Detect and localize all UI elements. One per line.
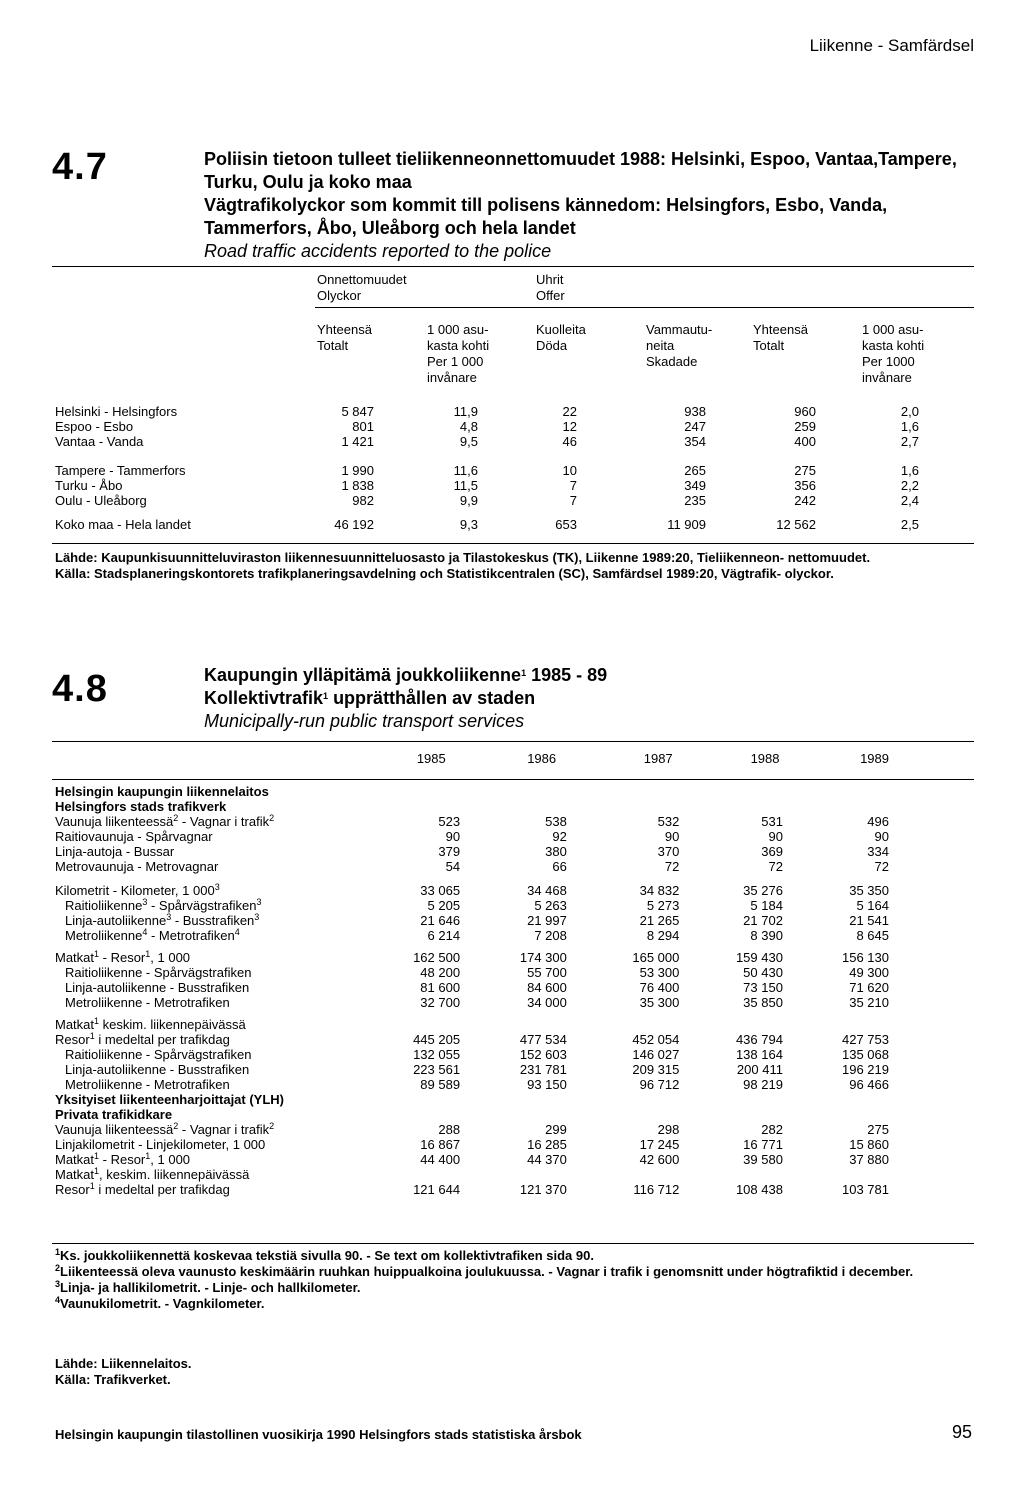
page-number: 95 <box>951 1422 972 1442</box>
year-1989: 1989 <box>860 751 889 766</box>
group-header-accidents: Onnettomuudet Olyckor <box>317 272 407 303</box>
row-label: Resor$^1$ i medeltal per trafikdag <box>55 1181 230 1197</box>
running-head: Liikenne - Samfärdsel <box>809 36 974 55</box>
cell: 1 838 <box>341 478 374 493</box>
cell: 1,6 <box>900 419 919 434</box>
row-label: Matkat$^1$, keskim. liikennepäivässä <box>55 1166 250 1182</box>
row-label: Kilometrit - Kilometer, 1 $000^3$ <box>55 882 220 898</box>
table-row: Kilometrit - Kilometer, 1 $000^3$ 33 065 34 468 34 832 35 276 35 350 <box>55 882 889 898</box>
row-label: Espoo - Esbo <box>55 419 134 434</box>
cell: 11 909 <box>667 517 706 532</box>
footnote: $^4$Vaunukilometrit. - Vagnkilometer. <box>55 1295 265 1311</box>
row-label: Helsinki - Helsingfors <box>55 404 178 419</box>
cell: 12 <box>562 419 577 434</box>
table-row: Raitioliikenne$^3$ - Spårvägstrafiken$^3$ 5 205 5 263 5 273 5 184 5 164 <box>55 898 889 913</box>
row-label: Turku - Åbo <box>55 478 123 493</box>
row-label: Matkat$^1$ - Resor$^1$, 1 000 <box>55 949 191 965</box>
table-row: Linjakilometrit - Linjekilometer, 1 000 16 867 16 285 17 245 16 771 15 860 <box>55 1137 889 1152</box>
row-label: Tampere - Tammerfors <box>55 463 186 478</box>
year-1986: 1986 <box>527 751 557 766</box>
table-row: Linja-autoliikenne - Busstrafiken 223 561 231 781 209 315 200 411 196 219 <box>55 1062 889 1077</box>
row-label: Raitiovaunuja - Spårvagnar <box>55 829 213 844</box>
table-4-8-title <box>204 664 984 733</box>
group-heading: Helsingin kaupungin liikennelaitos <box>55 784 269 799</box>
rule-top-4-8 <box>52 741 974 742</box>
table-row <box>55 478 919 493</box>
row-label: Metroliikenne - Metrotrafiken <box>65 995 230 1010</box>
year-header-row <box>55 751 889 766</box>
footnote: $^3$Linja- ja hallikilometrit. - Linje- och hallkilometer. <box>55 1279 361 1295</box>
row-label: Raitioliikenne - Spårvägstrafiken <box>65 965 252 980</box>
group-heading: Privata trafikidkare <box>55 1107 173 1122</box>
cell: 1,6 <box>900 463 919 478</box>
table-row: Linja-autoliikenne$^3$ - Busstrafiken$^3$ 21 646 21 997 21 265 21 702 21 541 <box>55 913 889 928</box>
table-row: Metroliikenne - Metrotrafiken 89 589 93 150 96 712 98 219 96 466 <box>55 1077 889 1092</box>
col-header-total-accidents: Yhteensä Totalt <box>317 322 372 353</box>
cell: 247 <box>684 419 706 434</box>
row-label: Vantaa - Vanda <box>55 434 144 449</box>
table-row <box>55 493 919 508</box>
row-label: Koko maa - Hela landet <box>55 517 191 532</box>
cell: 801 <box>352 419 374 434</box>
cell: 46 <box>562 434 577 449</box>
footnotes <box>55 1248 960 1312</box>
row-label: Linja-autoliikenne$^3$ - Busstrafiken$^3$ <box>65 912 260 928</box>
row-label: Raitioliikenne - Spårvägstrafiken <box>65 1047 252 1062</box>
year-1988: 1988 <box>750 751 780 766</box>
title-sv: Vägtrafikolyckor som kommit till polisens kännedom: Helsingfors, Esbo, Vanda, Tammerfors, Åbo, Uleåborg och hela landet <box>204 195 888 238</box>
cell: 2,7 <box>900 434 919 449</box>
table-row <box>55 1017 889 1032</box>
row-label: Metrovaunuja - Metrovagnar <box>55 859 219 874</box>
row-label: Oulu - Uleåborg <box>55 493 147 508</box>
row-label: Linja-autoliikenne - Busstrafiken <box>65 1062 250 1077</box>
cell: 4,8 <box>459 419 478 434</box>
cell: 1 421 <box>341 434 374 449</box>
table-4-7-title <box>204 148 984 263</box>
footer-text: Helsingin kaupungin tilastollinen vuosikirja 1990 Helsingfors stads statistiska årsbok <box>55 1427 582 1442</box>
row-label: Resor$^1$ i medeltal per trafikdag <box>55 1031 230 1047</box>
cell: 12 562 <box>776 517 816 532</box>
table-row: Metrovaunuja - Metrovagnar 54 66 72 72 72 <box>55 859 889 874</box>
table-row: Metroliikenne$^4$ - Metrotrafiken$^4$ 6 214 7 208 8 294 8 390 8 645 <box>55 928 889 943</box>
table-row: Raitioliikenne - Spårvägstrafiken 48 200 55 700 53 300 50 430 49 300 <box>55 965 889 980</box>
source-sv: Källa: Stadsplaneringskontorets trafikplaneringsavdelning och Statistikcentralen (SC), Samfärdsel 1989:20, Vägtrafik- olyckor. <box>55 566 834 581</box>
cell: 242 <box>794 493 816 508</box>
table-row: Matkat$^1$ - Resor$^1$, 1 000 162 500 174 300 165 000 159 430 156 130 <box>55 949 889 965</box>
cell: 11,9 <box>453 404 478 419</box>
cell: 10 <box>562 463 577 478</box>
table-row <box>55 419 919 434</box>
rule-top-4-7 <box>52 266 974 267</box>
col-header-per1000-accidents: 1 000 asu- kasta kohti Per 1 000 invånare <box>427 322 490 385</box>
title-fi: Kaupungin ylläpitämä joukkoliikenne$^1$ 1985 - 89 <box>204 665 608 685</box>
row-label: Metroliikenne - Metrotrafiken <box>65 1077 230 1092</box>
cell: 9,3 <box>459 517 478 532</box>
table-row <box>55 463 919 478</box>
col-header-killed: Kuolleita Döda <box>536 322 586 353</box>
cell: 9,5 <box>459 434 478 449</box>
year-1985: 1985 <box>416 751 446 766</box>
cell: 7 <box>569 478 577 493</box>
cell: 259 <box>794 419 816 434</box>
cell: 2,4 <box>900 493 919 508</box>
cell: 9,9 <box>459 493 478 508</box>
cell: 960 <box>794 404 816 419</box>
table-row <box>55 404 919 419</box>
cell: 2,0 <box>900 404 919 419</box>
cell: 982 <box>352 493 374 508</box>
footnote: $^1$Ks. joukkoliikennettä koskevaa tekstiä sivulla 90. - Se text om kollektivtrafiken sida 90. <box>55 1247 594 1263</box>
table-row: Vaunuja liikenteessä$^2$ - Vagnar i trafik$^2$ 288 299 298 282 275 <box>55 1121 889 1137</box>
row-label: Vaunuja liikenteessä$^2$ - Vagnar i trafik$^2$ <box>55 1121 275 1137</box>
cell: 356 <box>794 478 816 493</box>
table-row <box>55 434 919 449</box>
table-row: Resor$^1$ i medeltal per trafikdag 121 644 121 370 116 712 108 438 103 781 <box>55 1181 889 1197</box>
row-label: Matkat$^1$ - Resor$^1$, 1 000 <box>55 1151 191 1167</box>
source-4-8 <box>55 1356 192 1388</box>
table-row: Raitiovaunuja - Spårvagnar 90 92 90 90 90 <box>55 829 889 844</box>
year-1987: 1987 <box>643 751 673 766</box>
cell: 2,2 <box>900 478 919 493</box>
cell: 2,5 <box>900 517 919 532</box>
cell: 5 847 <box>341 404 374 419</box>
table-row-total <box>55 517 919 532</box>
table-row: Raitioliikenne - Spårvägstrafiken 132 055 152 603 146 027 138 164 135 068 <box>55 1047 889 1062</box>
rule-bottom-4-8 <box>52 1243 974 1244</box>
cell: 46 192 <box>334 517 374 532</box>
source-sv: Källa: Trafikverket. <box>55 1372 171 1387</box>
footnote: $^2$Liikenteessä oleva vaunusto keskimäärin ruuhkan huippualkoina joulukuussa. - Vagnar i trafik i genomsnitt under högtrafiktid i december. <box>55 1263 914 1279</box>
cell: 265 <box>684 463 706 478</box>
cell: 938 <box>684 404 706 419</box>
group-header-victims: Uhrit Offer <box>536 272 565 303</box>
cell: 349 <box>684 478 706 493</box>
cell: 400 <box>794 434 816 449</box>
rule-header-4-8 <box>52 779 974 780</box>
group-heading: Helsingfors stads trafikverk <box>55 799 227 814</box>
cell: 275 <box>794 463 816 478</box>
cell: 235 <box>684 493 706 508</box>
row-label: Metroliikenne$^4$ - Metrotrafiken$^4$ <box>65 927 240 943</box>
table-row: Vaunuja liikenteessä$^2$ - Vagnar i trafik$^2$ 523 538 532 531 496 <box>55 813 889 829</box>
source-4-7 <box>55 550 960 582</box>
col-header-per1000-victims: 1 000 asu- kasta kohti Per 1000 invånare <box>862 322 925 385</box>
cell: 354 <box>684 434 706 449</box>
cell: 653 <box>555 517 577 532</box>
rule-group-4-7 <box>315 307 974 308</box>
row-label: Linja-autoja - Bussar <box>55 844 175 859</box>
table-row: Resor$^1$ i medeltal per trafikdag 445 205 477 534 452 054 436 794 427 753 <box>55 1031 889 1047</box>
title-fi: Poliisin tietoon tulleet tieliikenneonnettomuudet 1988: Helsinki, Espoo, Vantaa,Tampere, Turku, Oulu ja koko maa <box>204 149 957 192</box>
rule-bottom-4-7 <box>52 543 974 544</box>
row-label: Linja-autoliikenne - Busstrafiken <box>65 980 250 995</box>
title-en: Municipally-run public transport services <box>204 711 525 731</box>
col-header-total-victims: Yhteensä Totalt <box>753 322 808 353</box>
cell: 22 <box>562 404 577 419</box>
col-header-injured: Vammautu- neita Skadade <box>646 322 713 369</box>
row-label: Raitioliikenne$^3$ - Spårvägstrafiken$^3$ <box>65 897 262 913</box>
title-en: Road traffic accidents reported to the police <box>204 241 552 261</box>
title-sv: Kollektivtrafik$^1$ upprätthållen av staden <box>204 688 536 708</box>
row-label: Matkat$^1$ keskim. liikennepäivässä <box>55 1016 246 1032</box>
row-label: Linjakilometrit - Linjekilometer, 1 000 <box>55 1137 266 1152</box>
table-row: Linja-autoja - Bussar 379 380 370 369 334 <box>55 844 889 859</box>
section-number-4-8: 4.8 <box>52 668 108 710</box>
table-4-8-header <box>55 751 889 766</box>
cell: 7 <box>569 493 577 508</box>
section-number-4-7: 4.7 <box>52 146 108 188</box>
table-4-7-body <box>55 404 919 532</box>
source-fi: Lähde: Kaupunkisuunnitteluviraston liikennesuunnitteluosasto ja Tilastokeskus (TK), Liikenne 1989:20, Tieliikenneon- nettomuudet. <box>55 550 871 565</box>
table-row: Linja-autoliikenne - Busstrafiken 81 600 84 600 76 400 73 150 71 620 <box>55 980 889 995</box>
table-row: Matkat$^1$ - Resor$^1$, 1 000 44 400 44 370 42 600 39 580 37 880 <box>55 1151 889 1167</box>
cell: 11,5 <box>453 478 478 493</box>
source-fi: Lähde: Liikennelaitos. <box>55 1356 192 1371</box>
table-row <box>55 1167 889 1182</box>
table-4-8-body <box>55 784 889 1197</box>
cell: 11,6 <box>453 463 478 478</box>
table-row: Metroliikenne - Metrotrafiken 32 700 34 000 35 300 35 850 35 210 <box>55 995 889 1010</box>
group-heading: Yksityiset liikenteenharjoittajat (YLH) <box>55 1092 285 1107</box>
cell: 1 990 <box>341 463 374 478</box>
row-label: Vaunuja liikenteessä$^2$ - Vagnar i trafik$^2$ <box>55 813 275 829</box>
